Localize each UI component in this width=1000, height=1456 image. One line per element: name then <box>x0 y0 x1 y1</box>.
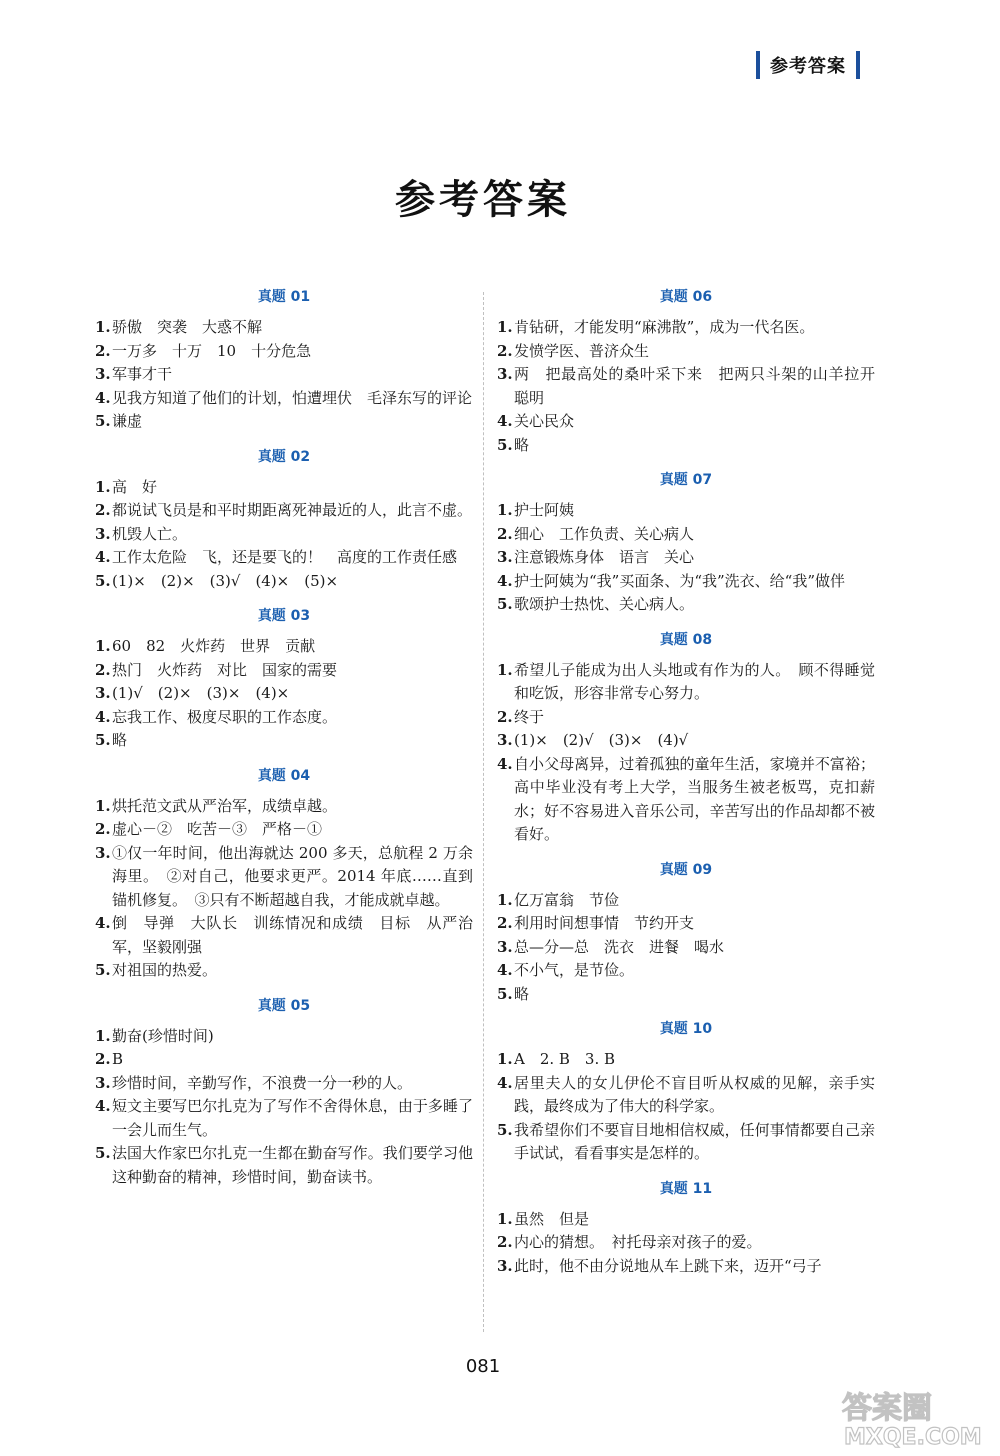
answer-item <box>95 912 473 959</box>
answer-text: 热门 火炸药 对比 国家的需要 <box>112 660 338 679</box>
answer-text: 内心的猜想。 衬托母亲对孩子的爱。 <box>514 1233 762 1251</box>
answer-number: 5. <box>497 1120 513 1139</box>
answer-number: 3. <box>95 843 111 862</box>
answer-number: 5. <box>95 571 111 590</box>
answer-item <box>95 635 473 659</box>
answer-item <box>497 889 875 913</box>
header-tag-label: 参考答案 <box>770 56 846 77</box>
answer-item <box>497 706 875 730</box>
answer-number: 1. <box>95 477 111 496</box>
answer-item <box>95 546 473 570</box>
answer-number: 3. <box>497 731 513 749</box>
answer-number: 2. <box>497 1233 513 1251</box>
answer-item <box>95 476 473 500</box>
answer-text: 希望儿子能成为出人头地或有作为的人。 顾不得睡觉和吃饭，形容非常专心努力。 <box>514 660 875 702</box>
answer-number: 4. <box>95 914 111 932</box>
answer-number: 4. <box>497 1073 513 1092</box>
answer-section <box>95 282 473 434</box>
answer-section <box>497 1014 875 1166</box>
section-title: 真题 01 <box>257 289 311 305</box>
answer-text: 珍惜时间，辛勤写作，不浪费一分一秒的人。 <box>112 1073 413 1092</box>
answer-number: 2. <box>95 501 111 519</box>
answer-number: 2. <box>95 341 111 360</box>
answer-text: (1)√ (2)× (3)× (4)× <box>112 684 290 702</box>
answer-section <box>497 855 875 1007</box>
header-bar-right <box>856 51 860 79</box>
answer-number: 5. <box>497 984 513 1003</box>
answer-item <box>95 410 473 434</box>
answer-number: 4. <box>497 754 513 773</box>
answer-item <box>497 340 875 364</box>
answer-number: 1. <box>497 660 513 679</box>
answer-item <box>497 1208 875 1232</box>
answer-item <box>497 546 875 570</box>
answer-text: 工作太危险 飞，还是要飞的！ 高度的工作责任感 <box>112 548 458 566</box>
answer-item <box>497 753 875 847</box>
answer-item <box>95 1072 473 1096</box>
answer-number: 1. <box>95 637 111 655</box>
answer-number: 1. <box>497 318 513 336</box>
answer-section <box>497 465 875 617</box>
header-bar-left <box>756 51 760 79</box>
answer-text: ①仅一年时间，他出海就达 200 多天，总航程 2 万余海里。 ②对自己，他要求更严。2014 年底……直到锚机修复。 ③只有不断超越自我，才能成就卓越。 <box>112 843 473 909</box>
answer-section <box>95 442 473 594</box>
answer-text: 法国大作家巴尔扎克一生都在勤奋写作。我们要学习他这种勤奋的精神，珍惜时间，勤奋读书。 <box>112 1144 473 1186</box>
page-title: 参考答案 <box>395 177 571 223</box>
answer-text: 略 <box>514 435 530 454</box>
section-title: 真题 03 <box>257 608 311 624</box>
answer-item <box>95 682 473 706</box>
answer-item <box>497 1231 875 1255</box>
answer-text: 发愤学医、普济众生 <box>514 341 650 360</box>
answer-item <box>95 1048 473 1072</box>
answer-item <box>497 499 875 523</box>
answer-section <box>95 601 473 753</box>
answer-text: 对祖国的热爱。 <box>112 961 218 979</box>
answer-text: 高 好 <box>112 477 158 496</box>
answer-text: 护士阿姨为“我”买面条、为“我”洗衣、给“我”做伴 <box>514 571 846 590</box>
section-title: 真题 11 <box>659 1180 713 1197</box>
answer-text: 两 把最高处的桑叶采下来 把两只斗架的山羊拉开 聪明 <box>514 365 891 407</box>
answer-text: 注意锻炼身体 语言 关心 <box>514 548 695 566</box>
answer-item <box>497 1048 875 1072</box>
answer-text: 一万多 十万 10 十分危急 <box>112 341 312 360</box>
answer-item <box>95 1095 473 1142</box>
answer-number: 1. <box>95 796 111 815</box>
answer-text: 我希望你们不要盲目地相信权威，任何事情都要自己亲手试试，看看事实是怎样的。 <box>514 1120 875 1162</box>
answer-number: 2. <box>497 524 513 543</box>
answer-text: 军事才干 <box>112 365 173 383</box>
answer-section <box>95 761 473 983</box>
answer-text: 见我方知道了他们的计划，怕遭埋伏 毛泽东写的评论 <box>112 388 473 407</box>
answer-item <box>497 983 875 1007</box>
answer-number: 3. <box>497 548 513 566</box>
answer-number: 4. <box>95 707 111 726</box>
answer-item <box>497 363 891 410</box>
right-column <box>497 282 891 1286</box>
answer-number: 2. <box>497 341 513 360</box>
answer-item <box>95 729 473 753</box>
answer-text: 不小气，是节俭。 <box>514 961 635 979</box>
answer-text: 亿万富翁 节俭 <box>514 890 620 909</box>
page-number: 081 <box>465 1356 501 1377</box>
section-title: 真题 05 <box>257 997 311 1014</box>
answer-item <box>95 842 473 913</box>
section-title: 真题 09 <box>659 861 713 878</box>
answer-text: 细心 工作负责、关心病人 <box>514 524 695 543</box>
answer-item <box>497 1119 875 1166</box>
answer-number: 1. <box>497 890 513 909</box>
answer-item <box>95 387 473 411</box>
answer-text: A 2. B 3. B <box>514 1050 616 1068</box>
answer-item <box>95 1025 473 1049</box>
answer-number: 2. <box>95 820 111 838</box>
answer-number: 1. <box>497 501 513 519</box>
answer-text: 终于 <box>514 707 545 726</box>
answer-item <box>95 1142 473 1189</box>
answer-item <box>95 316 473 340</box>
section-title: 真题 07 <box>659 472 713 488</box>
answer-item <box>497 434 875 458</box>
answer-number: 2. <box>95 1050 111 1068</box>
answer-number: 5. <box>497 435 513 454</box>
answer-number: 3. <box>497 1256 513 1275</box>
answer-item <box>497 729 875 753</box>
answer-item <box>95 340 473 364</box>
answer-item <box>95 570 473 594</box>
answer-item <box>497 316 875 340</box>
answer-text: 自小父母离异，过着孤独的童年生活，家境并不富裕；高中毕业没有考上大学，当服务生被老板骂，克扣薪水；好不容易进入音乐公司，辛苦写出的作品却都不被看好。 <box>514 754 875 843</box>
answer-number: 5. <box>95 731 111 749</box>
answer-number: 4. <box>497 571 513 590</box>
answer-text: 烘托范文武从严治军，成绩卓越。 <box>112 796 338 815</box>
answer-text: 短文主要写巴尔扎克为了写作不舍得休息，由于多睡了一会儿而生气。 <box>112 1097 473 1139</box>
answer-number: 5. <box>497 595 513 613</box>
section-title: 真题 04 <box>257 767 311 784</box>
answer-item <box>95 523 473 547</box>
column-divider <box>483 292 484 1332</box>
answer-text: 都说试飞员是和平时期距离死神最近的人，此言不虚。 <box>112 501 473 519</box>
answer-number: 4. <box>497 961 513 979</box>
svg-text:MXQE.COM: MXQE.COM <box>844 1425 982 1448</box>
answer-item <box>95 363 473 387</box>
answer-item <box>497 410 875 434</box>
answer-text: 虽然 但是 <box>514 1209 590 1228</box>
answer-number: 3. <box>497 365 513 383</box>
answer-item <box>95 706 473 730</box>
answer-number: 4. <box>95 548 111 566</box>
answer-text: 机毁人亡。 <box>112 524 188 543</box>
answer-text: 关心民众 <box>514 412 575 430</box>
answer-text: 总—分—总 洗衣 进餐 喝水 <box>514 937 725 956</box>
section-title: 真题 08 <box>659 631 713 648</box>
answer-text: 肯钻研，才能发明“麻沸散”，成为一代名医。 <box>514 318 815 336</box>
answer-number: 2. <box>497 914 513 932</box>
answer-number: 1. <box>497 1209 513 1228</box>
answer-number: 2. <box>95 660 111 679</box>
answer-item <box>497 659 875 706</box>
answer-text: 勤奋(珍惜时间) <box>112 1026 214 1045</box>
answer-text: 谦虚 <box>112 412 143 430</box>
answer-text: (1)× (2)√ (3)× (4)√ <box>514 731 689 749</box>
header-tag <box>756 50 860 80</box>
answer-number: 4. <box>95 388 111 407</box>
answer-text: 护士阿姨 <box>514 501 575 519</box>
answer-number: 5. <box>95 1144 111 1162</box>
answer-item <box>497 959 875 983</box>
answer-number: 3. <box>497 937 513 956</box>
answer-text: 虚心－② 吃苦－③ 严格－① <box>112 820 323 838</box>
answer-number: 3. <box>95 524 111 543</box>
answer-item <box>497 570 875 594</box>
answer-item <box>497 1072 875 1119</box>
answer-section <box>497 282 891 457</box>
answer-number: 4. <box>497 412 513 430</box>
answer-item <box>95 795 473 819</box>
answer-number: 1. <box>95 318 111 336</box>
answer-item <box>95 499 473 523</box>
answer-text: 利用时间想事情 节约开支 <box>514 914 695 932</box>
section-title: 真题 06 <box>659 289 713 305</box>
answer-number: 3. <box>95 365 111 383</box>
answer-number: 1. <box>95 1026 111 1045</box>
answer-item <box>497 1255 875 1279</box>
answer-item <box>497 912 875 936</box>
left-column <box>95 282 473 1197</box>
answer-text: 60 82 火炸药 世界 贡献 <box>112 637 316 655</box>
answer-item <box>497 936 875 960</box>
answer-section <box>95 991 473 1190</box>
answer-item <box>95 959 473 983</box>
answer-text: (1)× (2)× (3)√ (4)× (5)× <box>112 571 339 590</box>
answer-text: 骄傲 突袭 大惑不解 <box>112 318 263 336</box>
watermark-logo <box>840 1384 990 1448</box>
answer-item <box>497 523 875 547</box>
answer-number: 4. <box>95 1097 111 1115</box>
answer-item <box>497 593 875 617</box>
answer-number: 3. <box>95 684 111 702</box>
answer-text: B <box>112 1050 124 1068</box>
answer-text: 居里夫人的女儿伊伦不盲目听从权威的见解，亲手实践，最终成为了伟大的科学家。 <box>514 1073 875 1115</box>
answer-number: 3. <box>95 1073 111 1092</box>
answer-text: 倒 导弹 大队长 训练情况和成绩 目标 从严治军，坚毅刚强 <box>112 914 473 956</box>
svg-text:答案圈: 答案圈 <box>842 1391 932 1426</box>
answer-number: 5. <box>95 961 111 979</box>
answer-text: 忘我工作、极度尽职的工作态度。 <box>112 707 338 726</box>
answer-text: 略 <box>112 731 128 749</box>
answer-number: 1. <box>497 1050 513 1068</box>
section-title: 真题 10 <box>659 1021 713 1037</box>
answer-text: 此时，他不由分说地从车上跳下来，迈开“弓子 <box>514 1256 822 1275</box>
answer-item <box>95 818 473 842</box>
answer-section <box>497 1174 875 1279</box>
section-title: 真题 02 <box>257 448 311 465</box>
answer-text: 歌颂护士热忱、关心病人。 <box>514 595 695 613</box>
answer-text: 略 <box>514 984 530 1003</box>
answer-number: 2. <box>497 707 513 726</box>
answer-item <box>95 659 473 683</box>
answer-section <box>497 625 875 847</box>
answer-number: 5. <box>95 412 111 430</box>
